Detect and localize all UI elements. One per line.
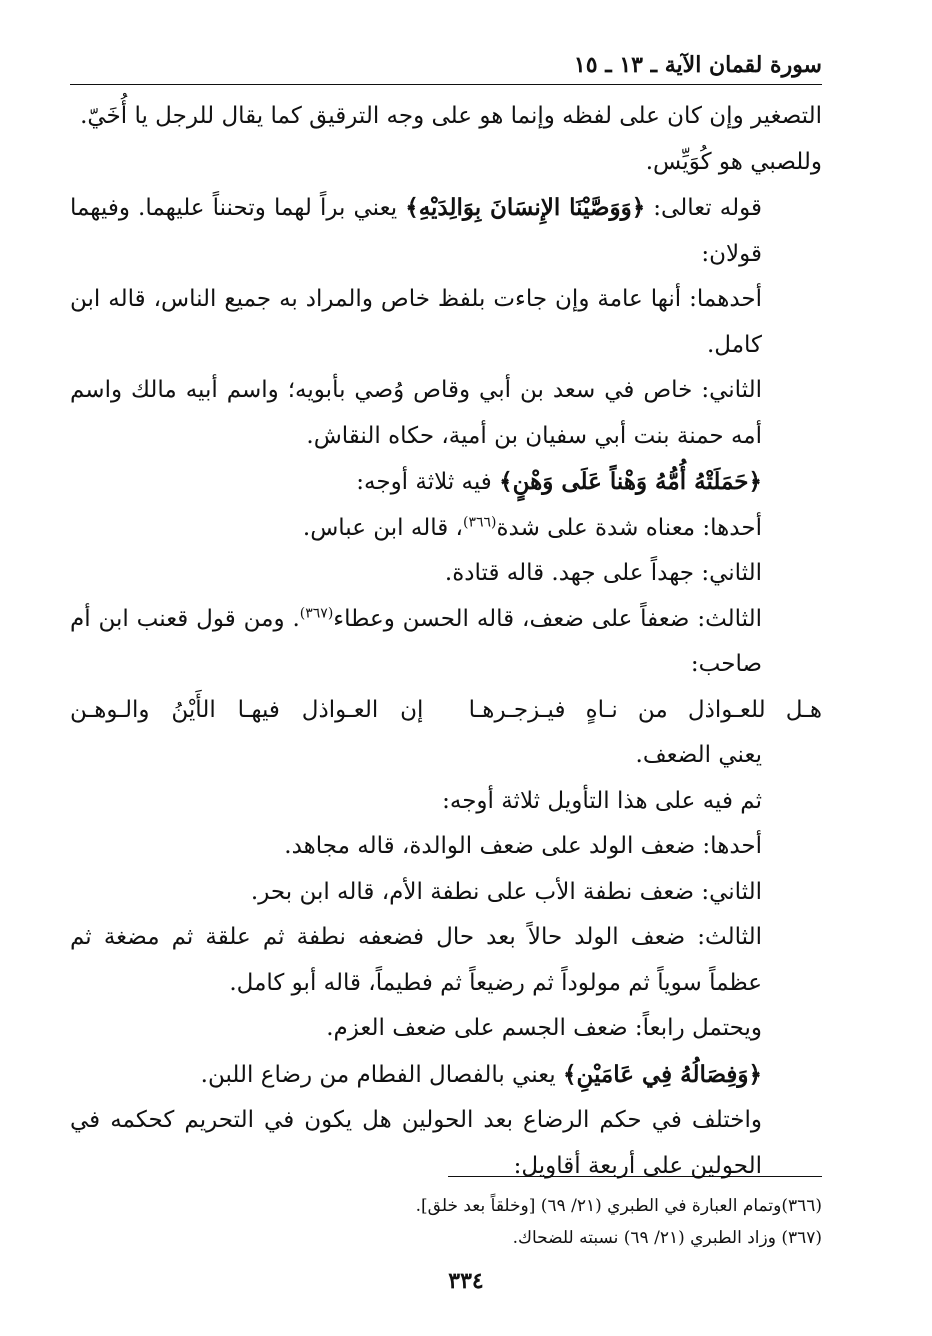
footnote-divider [448,1176,822,1177]
quran-verse: ﴿وَوَصَّيْنَا الإِنسَانَ بِوَالِدَيْهِ﴾ [405,194,646,221]
verse-commentary: يعني بالفصال الفطام من رضاع اللبن. [200,1061,556,1088]
verse-commentary: فيه ثلاثة أوجه: [356,469,492,495]
text-line: التصغير وإن كان على لفظه وإنما هو على وجه الترقيق كما يقال للرجل يا أُخَيّ. [80,103,822,129]
verse-paragraph [70,1052,822,1099]
footnote-marker: (٣٦٦) [462,513,497,530]
paragraph: أحدها: ضعف الولد على ضعف الوالدة، قاله مجاهد. [284,833,762,859]
paragraph: الثاني: خاص في سعد بن أبي وقاص وُصي بأبويه؛ واسم أبيه مالك واسم أمه حمنة بنت أبي سفيان بن أمية، حكاه النقاش. [70,377,762,449]
paragraph-text: أحدها: معناه شدة على شدة [496,514,762,541]
quran-verse: ﴿وَفِصَالُهُ فِي عَامَيْنِ﴾ [562,1060,762,1088]
quran-verse: ﴿حَمَلَتْهُ أُمُّهُ وَهْناً عَلَى وَهْنٍ﴾ [499,468,762,495]
verse-intro: قوله تعالى: [653,195,763,221]
paragraph: واختلف في حكم الرضاع بعد الحولين هل يكون في التحريم كحكمه في الحولين على أربعة أقاويل: [70,1107,762,1179]
paragraph [70,597,822,688]
footnotes [70,1190,822,1254]
paragraph: الثاني: جهداً على جهد. قاله قتادة. [444,560,762,586]
main-text [70,94,822,1189]
footnote-marker: (٣٦٧) [299,604,334,621]
paragraph-text: . ومن قول قعنب ابن أم صاحب: [70,605,762,677]
paragraph: ثم فيه على هذا التأويل ثلاثة أوجه: [442,787,762,814]
poem-hemistich-first: هـل للعـواذل من نـاهٍ فيـزجـرهـا [468,696,822,723]
paragraph: يعني الضعف. [635,742,762,768]
paragraph: ويحتمل رابعاً: ضعف الجسم على ضعف العزم. [326,1015,762,1041]
footnote: (٣٦٦)وتمام العبارة في الطبري (٢١/ ٦٩) [وخلقاً بعد خلق]. [415,1196,822,1216]
verse-paragraph [70,185,822,277]
paragraph: الثالث: ضعف الولد حالاً بعد حال فضعفه نطفة ثم علقة ثم مضغة ثم عظماً سوياً ثم مولوداً ثم رضيعاً ثم فطيماً، قاله أبو كامل. [70,924,762,996]
paragraph: الثاني: ضعف نطفة الأب على نطفة الأم، قاله ابن بحر. [250,878,762,905]
verse-commentary: يعني براً لهما وتحنناً عليهما. وفيهما قولان: [70,195,762,267]
running-header: سورة لقمان الآية ـ ١٣ ـ ١٥ [573,52,822,78]
footnote: (٣٦٧) وزاد الطبري (٢١/ ٦٩) نسبته للضحاك. [512,1228,822,1248]
page-number: ٣٣٤ [448,1268,484,1294]
paragraph-text: الثالث: ضعفاً على ضعف، قاله الحسن وعطاء [333,605,763,632]
paragraph: أحدهما: أنها عامة وإن جاءت بلفظ خاص والمراد به جميع الناس، قاله ابن كامل. [70,286,762,358]
header-divider [70,84,822,85]
poem-verse [70,688,822,734]
text-line: وللصبي هو كُوَيِّس. [645,148,822,175]
paragraph-text: ، قاله ابن عباس. [302,514,463,541]
verse-paragraph [70,459,822,506]
paragraph [70,506,822,552]
poem-hemistich-second: إن العـواذل فيهـا الأَيْنُ والـوهـن [70,696,424,723]
